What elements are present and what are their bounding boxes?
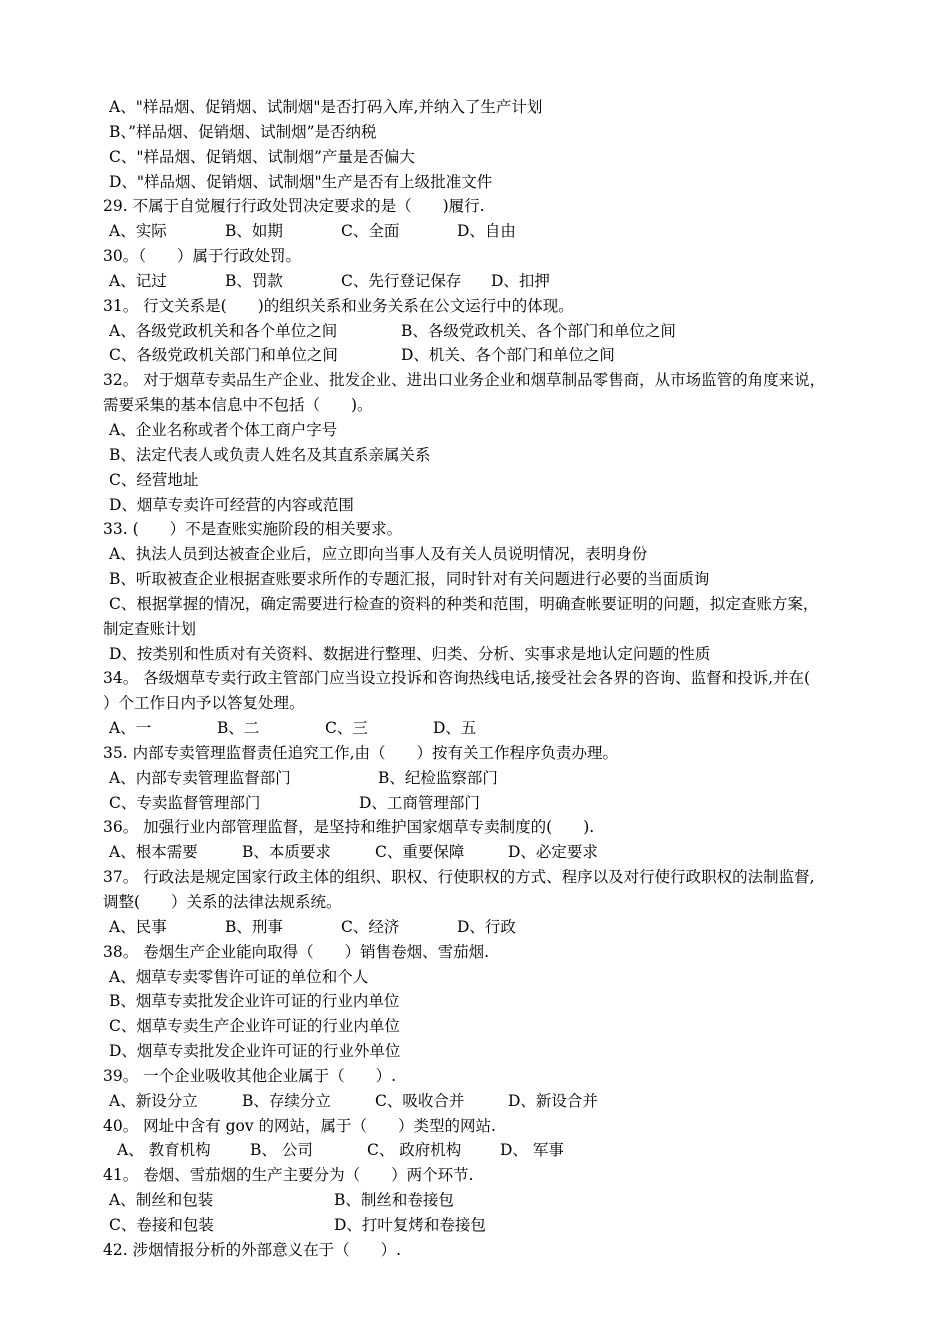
option-text: B、”样品烟、促销烟、试制烟”是否纳税 <box>109 122 377 141</box>
option-text: D、烟草专卖许可经营的内容或范围 <box>109 495 354 514</box>
question-text: 31。 行文关系是( )的组织关系和业务关系在公文运行中的体现。 <box>103 296 574 315</box>
option-text: C、各级党政机关部门和单位之间 <box>109 346 338 365</box>
option-text: C、吸收合并 <box>375 1091 465 1110</box>
option-text: B、烟草专卖批发企业许可证的行业内单位 <box>109 992 400 1011</box>
question-text: 40。 网址中含有 gov 的网站，属于（ ）类型的网站. <box>103 1116 496 1135</box>
option-row <box>103 219 883 244</box>
option-row <box>103 766 883 791</box>
document-page <box>103 95 883 1263</box>
option-text: B、各级党政机关、各个部门和单位之间 <box>401 321 676 340</box>
option-text: A、企业名称或者个体工商户字号 <box>109 420 338 439</box>
option-text: B、二 <box>217 719 260 738</box>
question-text: 29. 不属于自觉履行行政处罚决定要求的是（ )履行. <box>103 197 485 216</box>
option-text: D、必定要求 <box>508 843 598 862</box>
option-text: C、全面 <box>341 222 400 241</box>
option-text: C、经济 <box>341 917 400 936</box>
option-text: C、 政府机构 <box>367 1141 462 1160</box>
option-text: B、制丝和卷接包 <box>334 1191 454 1210</box>
option-text: A、内部专卖管理监督部门 <box>109 768 291 787</box>
option-text: D、 军事 <box>500 1141 564 1160</box>
option-text: C、先行登记保存 <box>341 271 462 290</box>
option-text: B、存续分立 <box>242 1091 331 1110</box>
option-text: A、制丝和包装 <box>109 1191 214 1210</box>
question-text: 30。（ ）属于行政处罚。 <box>103 247 301 266</box>
option-text: A、民事 <box>109 917 167 936</box>
option-row <box>103 915 883 940</box>
question-text: 35. 内部专卖管理监督责任追究工作,由（ ）按有关工作程序负责办理。 <box>103 743 619 762</box>
option-text: C、经营地址 <box>109 470 199 489</box>
option-text: A、执法人员到达被查企业后，应立即向当事人及有关人员说明情况，表明身份 <box>109 545 648 564</box>
continuation-text: 制定查账计划 <box>103 619 197 638</box>
option-text: D、扣押 <box>491 271 550 290</box>
option-text: D、烟草专卖批发企业许可证的行业外单位 <box>109 1042 401 1061</box>
option-text: B、 公司 <box>250 1141 313 1160</box>
option-row <box>103 1138 883 1163</box>
option-text: C、三 <box>325 719 368 738</box>
option-text: A、实际 <box>109 222 167 241</box>
option-text: D、机关、各个部门和单位之间 <box>401 346 615 365</box>
continuation-text: ）个工作日内予以答复处理。 <box>103 694 305 713</box>
option-row <box>103 1089 883 1114</box>
option-text: A、新设分立 <box>109 1091 198 1110</box>
question-text: 37。 行政法是规定国家行政主体的组织、职权、行使职权的方式、程序以及对行使行政职权的法制监督, <box>103 868 815 887</box>
question-text: 33. ( ）不是查账实施阶段的相关要求。 <box>103 520 403 539</box>
option-text: D、自由 <box>457 222 516 241</box>
option-text: D、打叶复烤和卷接包 <box>334 1215 486 1234</box>
question-text: 38。 卷烟生产企业能向取得（ ）销售卷烟、雪茄烟. <box>103 942 490 961</box>
continuation-text: 需要采集的基本信息中不包括（ )。 <box>103 396 373 415</box>
option-text: C、重要保障 <box>375 843 465 862</box>
option-text: B、刑事 <box>225 917 283 936</box>
option-text: A、一 <box>109 719 152 738</box>
option-text: D、行政 <box>457 917 516 936</box>
option-text: C、专卖监督管理部门 <box>109 793 261 812</box>
option-text: D、"样品烟、促销烟、试制烟"生产是否有上级批准文件 <box>109 172 493 191</box>
option-text: D、五 <box>433 719 477 738</box>
option-row <box>103 1213 883 1238</box>
question-text: 41。 卷烟、雪茄烟的生产主要分为（ ）两个环节. <box>103 1166 474 1185</box>
option-text: A、 教育机构 <box>117 1141 211 1160</box>
option-text: C、烟草专卖生产企业许可证的行业内单位 <box>109 1017 400 1036</box>
option-text: A、烟草专卖零售许可证的单位和个人 <box>109 967 369 986</box>
option-row <box>103 716 883 741</box>
option-text: A、记过 <box>109 271 167 290</box>
option-text: B、本质要求 <box>242 843 331 862</box>
question-text: 42. 涉烟情报分析的外部意义在于（ ）. <box>103 1240 402 1259</box>
option-text: A、根本需要 <box>109 843 198 862</box>
option-text: B、法定代表人或负责人姓名及其直系亲属关系 <box>109 445 431 464</box>
option-row <box>103 269 883 294</box>
option-text: D、按类别和性质对有关资料、数据进行整理、归类、分析、实事求是地认定问题的性质 <box>109 644 711 663</box>
option-text: D、工商管理部门 <box>359 793 480 812</box>
option-row <box>103 1188 883 1213</box>
option-text: D、新设合并 <box>508 1091 598 1110</box>
option-row <box>103 840 883 865</box>
option-text: C、卷接和包装 <box>109 1215 214 1234</box>
option-text: B、听取被查企业根据查账要求所作的专题汇报，同时针对有关问题进行必要的当面质询 <box>109 570 710 589</box>
question-text: 32。 对于烟草专卖品生产企业、批发企业、进出口业务企业和烟草制品零售商，从市场监管的角度来说， <box>103 371 826 390</box>
option-row <box>103 319 883 344</box>
option-text: B、罚款 <box>225 271 283 290</box>
option-text: B、如期 <box>225 222 283 241</box>
option-text: C、根据掌握的情况，确定需要进行检查的资料的种类和范围，明确查帐要证明的问题，拟定查账方案， <box>109 594 819 613</box>
question-text: 39。 一个企业吸收其他企业属于（ ）. <box>103 1066 397 1085</box>
option-text: A、各级党政机关和各个单位之间 <box>109 321 338 340</box>
question-text: 34。 各级烟草专卖行政主管部门应当设立投诉和咨询热线电话,接受社会各界的咨询、监督和投诉,并在( <box>103 669 811 688</box>
option-row <box>103 343 883 368</box>
option-text: A、"样品烟、促销烟、试制烟"是否打码入库,并纳入了生产计划 <box>109 98 543 116</box>
option-text: C、"样品烟、促销烟、试制烟”产量是否偏大 <box>109 147 415 166</box>
continuation-text: 调整( ）关系的法律法规系统。 <box>103 893 342 911</box>
option-row <box>103 791 883 816</box>
option-text: B、纪检监察部门 <box>378 768 498 787</box>
question-text: 36。 加强行业内部管理监督，是坚持和维护国家烟草专卖制度的( ). <box>103 818 595 837</box>
